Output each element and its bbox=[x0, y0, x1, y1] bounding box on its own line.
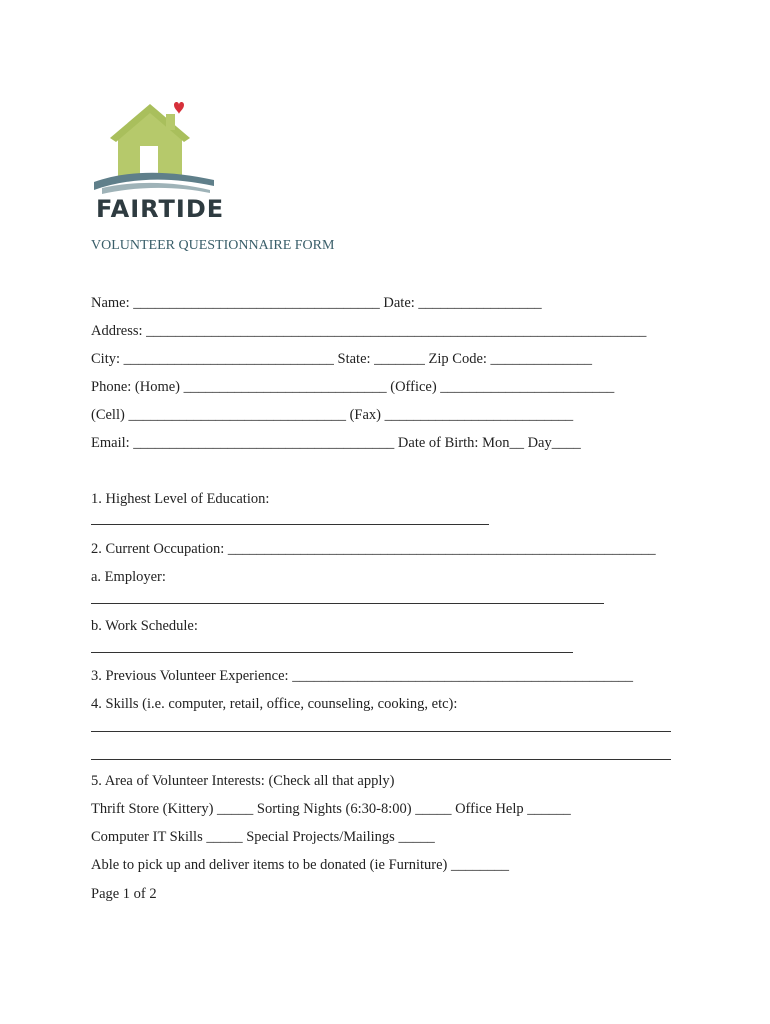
page-number: Page 1 of 2 bbox=[91, 886, 157, 902]
work-schedule-answer-line[interactable] bbox=[91, 652, 573, 653]
education-answer-line[interactable] bbox=[91, 524, 489, 525]
city-state-zip-field[interactable]: City: _____________________________ State: _______ Zip Code: ______________ bbox=[91, 351, 593, 367]
interests-row-1[interactable]: Thrift Store (Kittery) _____ Sorting Nights (6:30-8:00) _____ Office Help ______ bbox=[91, 801, 571, 817]
interests-question: 5. Area of Volunteer Interests: (Check all that apply) bbox=[91, 773, 395, 789]
cell-fax-field[interactable]: (Cell) ______________________________ (Fax) __________________________ bbox=[91, 407, 574, 423]
skills-question: 4. Skills (i.e. computer, retail, office, counseling, cooking, etc): bbox=[91, 696, 458, 712]
interests-row-2[interactable]: Computer IT Skills _____ Special Projects/Mailings _____ bbox=[91, 829, 435, 845]
skills-answer-line-2[interactable] bbox=[91, 759, 671, 760]
skills-answer-line-1[interactable] bbox=[91, 731, 671, 732]
house-logo-icon bbox=[88, 96, 228, 222]
email-dob-field[interactable]: Email: ____________________________________ Date of Birth: Mon__ Day____ bbox=[91, 435, 581, 451]
name-date-field[interactable]: Name: __________________________________ Date: _________________ bbox=[91, 295, 542, 311]
employer-answer-line[interactable] bbox=[91, 603, 604, 604]
work-schedule-question: b. Work Schedule: bbox=[91, 618, 198, 634]
occupation-question[interactable]: 2. Current Occupation: ___________________________________________________________ bbox=[91, 541, 656, 557]
volunteer-experience-question[interactable]: 3. Previous Volunteer Experience: _______________________________________________ bbox=[91, 668, 633, 684]
interests-row-3[interactable]: Able to pick up and deliver items to be donated (ie Furniture) ________ bbox=[91, 857, 509, 873]
svg-text:FAIRTIDE: FAIRTIDE bbox=[96, 195, 225, 222]
form-title: VOLUNTEER QUESTIONNAIRE FORM bbox=[91, 238, 335, 253]
address-field[interactable]: Address: _____________________________________________________________________ bbox=[91, 323, 647, 339]
education-question: 1. Highest Level of Education: bbox=[91, 491, 270, 507]
employer-question: a. Employer: bbox=[91, 569, 166, 585]
phone-field[interactable]: Phone: (Home) ____________________________ (Office) ________________________ bbox=[91, 379, 615, 395]
